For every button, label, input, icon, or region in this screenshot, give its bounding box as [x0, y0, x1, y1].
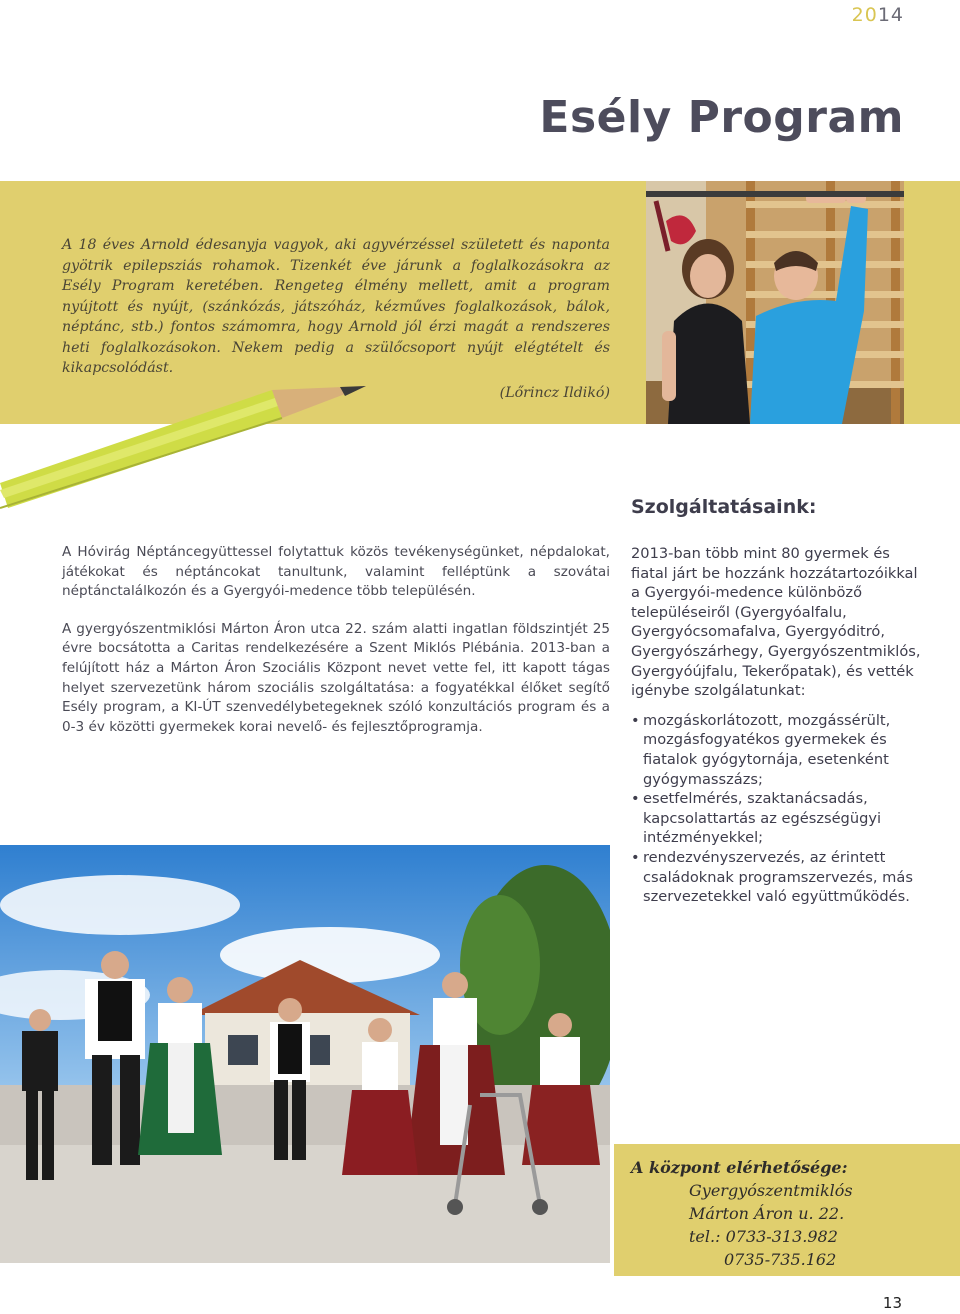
quote-text: A 18 éves Arnold édesanyja vagyok, aki agyvérzéssel született és naponta gyötrik epilepsziás rohamok. Tizenkét éve járunk a foglalkozásokra az Esély Program keretében. Rengeteg élmény mellett, amit a program nyújtott és nyújt, (szánkózás, játszóház, kézműves foglalkozások, bálok, néptánc, stb.) fontos számomra, hogy Arnold jól érzi magát a rendszeres heti foglalkozásokon. Nekem pedig a szülőcsoport nyújt elégtételt és kikapcsolódást. [62, 237, 610, 376]
contact-phone-1: tel.: 0733-313.982 [689, 1227, 838, 1246]
quote-author: (Lőrincz Ildikó) [499, 384, 610, 401]
contact-street: Márton Áron u. 22. [689, 1204, 845, 1223]
year-part-1: 20 [851, 4, 878, 26]
photo-wall-bars-illustration [646, 181, 904, 424]
photo-folk-dancers-illustration [0, 845, 610, 1263]
services-heading: Szolgáltatásaink: [631, 496, 817, 518]
services-list-item: • mozgáskorlátozott, mozgássérült, mozgásfogyatékos gyermekek és fiatalok gyógytornája, esetenként gyógymasszázs; [631, 711, 921, 789]
services-list [631, 711, 921, 907]
contact-heading: A központ elérhetősége: [631, 1158, 848, 1177]
contact-phone-2: 0735-735.162 [724, 1250, 837, 1269]
services-list-item: • rendezvényszervezés, az érintett családoknak programszervezés, más szervezetekkel való együttműködés. [631, 848, 921, 907]
year-part-2: 14 [877, 4, 904, 26]
contact-box [614, 1144, 960, 1276]
main-paragraph-1: A Hóvirág Néptáncegyüttessel folytattuk közös tevékenységünket, népdalokat, játékokat és néptáncokat tanultunk, valamint felléptünk a szovátai néptánctalálkozón és a Gyergyói-medence több településén. [62, 544, 610, 600]
year-label [852, 4, 904, 26]
contact-city: Gyergyószentmiklós [689, 1181, 853, 1200]
pencil-illustration [0, 378, 380, 518]
services-intro: 2013-ban több mint 80 gyermek és fiatal járt be hozzánk hozzátartozóikkal a Gyergyói-medence különböző településeiről (Gyergyóalfalu, Gyergyócsomafalva, Gyergyóditró, Gyergyószárhegy, Gyergyószentmiklós, Gyergyóújfalu, Tekerőpatak), és vették igénybe szolgálatunkat: [631, 545, 921, 700]
photo-folk-dancers [0, 845, 610, 1263]
services-list-item: • esetfelmérés, szaktanácsadás, kapcsolattartás az egészségügyi intézményekkel; [631, 789, 921, 848]
photo-wall-bars [646, 181, 904, 424]
main-paragraph-2: A gyergyószentmiklósi Márton Áron utca 22. szám alatti ingatlan földszintjét 25 évre bocsátotta a Caritas rendelkezésére a Szent Miklós Plébánia. 2013-ban a felújított ház a Márton Áron Szociális Központ nevet vette fel, itt kapott tágas helyet szervezetünk három szociális szolgáltatása: a fogyatékkal élőket segítő Esély program, a KI-ÚT szenvedélybetegeknek szóló konzultációs program és a 0-3 év közötti gyermekek korai nevelő- és fejlesztőprogramja. [62, 620, 610, 735]
page-title: Esély Program [539, 92, 904, 143]
main-body-text [62, 543, 610, 755]
services-column [631, 544, 921, 907]
page-number: 13 [882, 1294, 902, 1312]
